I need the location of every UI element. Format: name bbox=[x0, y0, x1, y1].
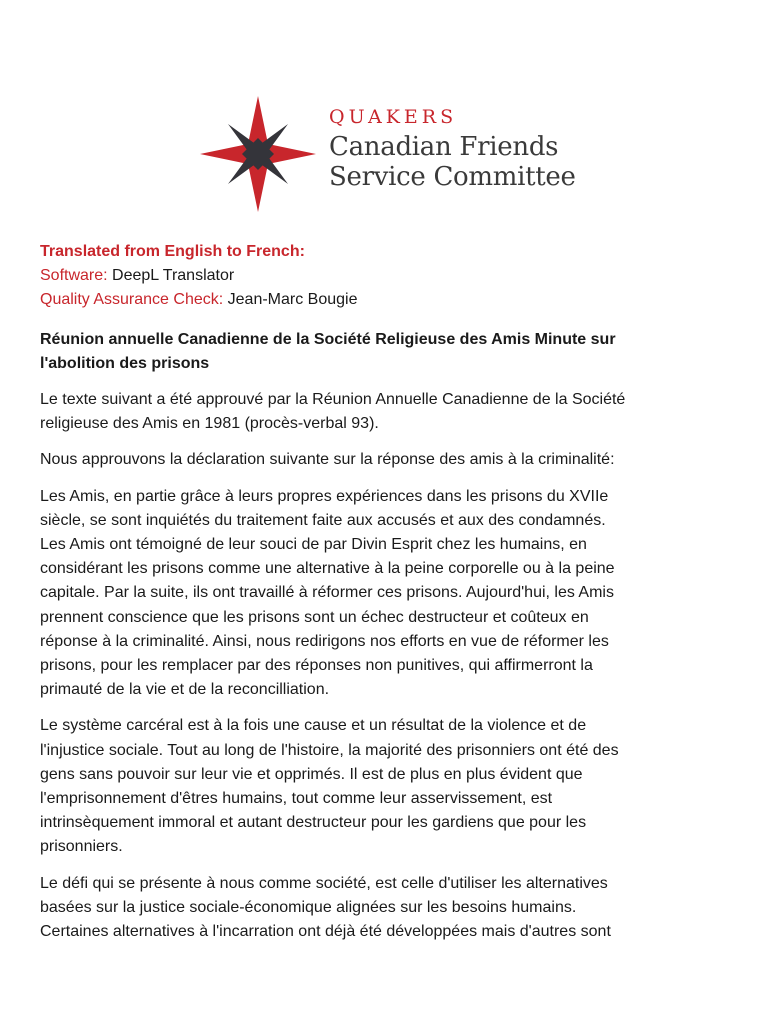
document-body bbox=[40, 240, 740, 944]
text-line: Les Amis ont témoigné de leur souci de par Divin Esprit chez les humains, en bbox=[40, 536, 587, 554]
text-line: intrinsèquement immoral et autant destructeur pour les gardiens que pour les bbox=[40, 814, 587, 832]
text-line: Nous approuvons la déclaration suivante sur la réponse des amis à la criminalité: bbox=[40, 451, 615, 469]
qa-label: Quality Assurance Check: bbox=[40, 291, 224, 308]
qa-line bbox=[40, 288, 740, 312]
cfsc-logo bbox=[200, 96, 600, 212]
text-line: gens sans pouvoir sur leur vie et opprimés. Il est de plus en plus évident que bbox=[40, 765, 583, 783]
logo-wordmark bbox=[329, 106, 576, 192]
software-label: Software: bbox=[40, 267, 108, 284]
title-line: l'abolition des prisons bbox=[40, 355, 210, 372]
qa-value: Jean-Marc Bougie bbox=[227, 291, 358, 308]
text-line: Le système carcéral est à la fois une cause et un résultat de la violence et de bbox=[40, 717, 587, 735]
text-line: Les Amis, en partie grâce à leurs propres expériences dans les prisons du XVIIe bbox=[40, 487, 609, 505]
text-line: religieuse des Amis en 1981 (procès-verbal 93). bbox=[40, 415, 379, 433]
text-line: l'injustice sociale. Tout au long de l'histoire, la majorité des prisonniers ont été des bbox=[40, 741, 619, 759]
org-top-label: QUAKERS bbox=[329, 106, 458, 128]
org-name-line2: Service Committee bbox=[329, 162, 576, 192]
paragraph-approval bbox=[40, 448, 740, 472]
text-line: l'emprisonnement d'êtres humains, tout comme leur asservissement, est bbox=[40, 790, 553, 808]
title-line: Réunion annuelle Canadienne de la Société Religieuse des Amis Minute sur bbox=[40, 331, 616, 348]
paragraph-challenge bbox=[40, 872, 740, 945]
document-title bbox=[40, 328, 740, 376]
star-icon bbox=[200, 96, 316, 212]
org-name-line1: Canadian Friends bbox=[329, 132, 559, 162]
text-line: prennent conscience que les prisons sont un échec destructeur et coûteux en bbox=[40, 608, 589, 626]
software-line bbox=[40, 264, 740, 288]
text-line: prisonniers. bbox=[40, 838, 123, 856]
software-value: DeepL Translator bbox=[112, 267, 235, 284]
text-line: prisons, pour les remplacer par des réponses non punitives, qui affirmerront la bbox=[40, 657, 593, 675]
paragraph-system bbox=[40, 714, 740, 859]
paragraph-history bbox=[40, 485, 740, 703]
text-line: Le défi qui se présente à nous comme société, est celle d'utiliser les alternatives bbox=[40, 874, 608, 892]
text-line: réponse à la criminalité. Ainsi, nous redirigons nos efforts en vue de réformer les bbox=[40, 632, 609, 650]
paragraph-intro bbox=[40, 388, 740, 436]
text-line: Le texte suivant a été approuvé par la Réunion Annuelle Canadienne de la Société bbox=[40, 391, 626, 408]
text-line: basées sur la justice sociale-économique alignées sur les besoins humains. bbox=[40, 898, 577, 916]
text-line: primauté de la vie et de la reconcilliation. bbox=[40, 681, 330, 699]
text-line: considérant les prisons comme une alternative à la peine corporelle ou à la peine bbox=[40, 560, 615, 578]
text-line: Certaines alternatives à l'incarration ont déjà été développées mais d'autres sont bbox=[40, 923, 611, 941]
translation-heading: Translated from English to French: bbox=[40, 243, 305, 260]
text-line: siècle, se sont inquiétés du traitement faite aux accusés et aux des condamnés. bbox=[40, 511, 606, 529]
text-line: capitale. Par la suite, ils ont travaillé à réformer ces prisons. Aujourd'hui, les Amis bbox=[40, 584, 614, 602]
